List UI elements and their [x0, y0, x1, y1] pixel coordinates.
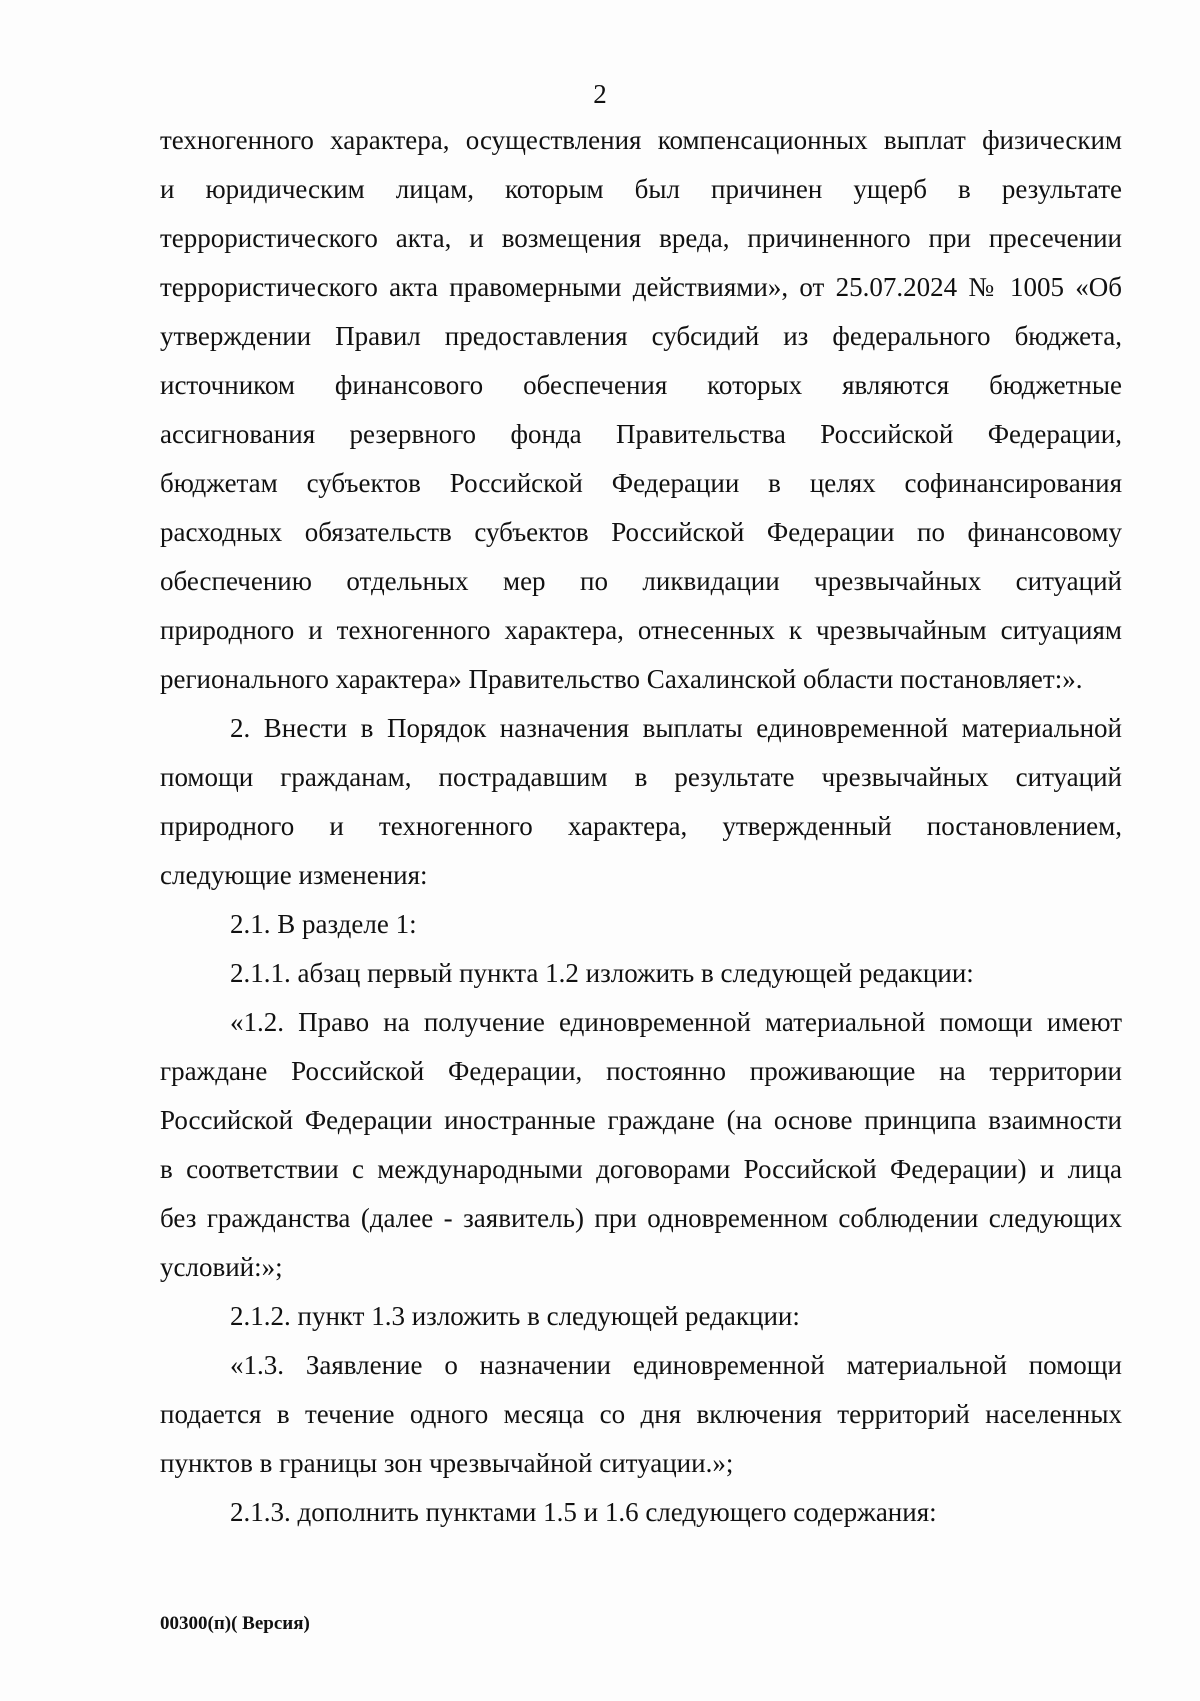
- text-line: 2.1.3. дополнить пунктами 1.5 и 1.6 следующего содержания:: [230, 1497, 937, 1527]
- text-line: ассигнования резервного фонда Правительства Российской Федерации,: [160, 419, 1122, 449]
- text-line: техногенного характера, осуществления компенсационных выплат физическим: [160, 125, 1122, 155]
- document-footer-code: 00300(п)( Версия): [160, 1613, 310, 1634]
- text-line: обеспечению отдельных мер по ликвидации чрезвычайных ситуаций: [160, 566, 1122, 596]
- text-line: подается в течение одного месяца со дня включения территорий населенных: [160, 1399, 1122, 1429]
- text-line: следующие изменения:: [160, 860, 428, 890]
- page-number: 2: [593, 79, 607, 109]
- text-line: регионального характера» Правительство Сахалинской области постановляет:».: [160, 664, 1083, 694]
- text-line: «1.3. Заявление о назначении единовременной материальной помощи: [230, 1350, 1122, 1380]
- text-line: «1.2. Право на получение единовременной материальной помощи имеют: [230, 1007, 1122, 1037]
- text-line: террористического акта правомерными действиями», от 25.07.2024 № 1005 «Об: [160, 272, 1122, 302]
- text-line: в соответствии с международными договорами Российской Федерации) и лица: [160, 1154, 1122, 1184]
- text-line: расходных обязательств субъектов Российской Федерации по финансовому: [160, 517, 1122, 547]
- text-line: утверждении Правил предоставления субсидий из федерального бюджета,: [160, 321, 1122, 351]
- text-line: и юридическим лицам, которым был причинен ущерб в результате: [160, 174, 1122, 204]
- text-line: природного и техногенного характера, утвержденный постановлением,: [160, 811, 1122, 841]
- text-line: природного и техногенного характера, отнесенных к чрезвычайным ситуациям: [160, 615, 1122, 645]
- text-line: 2.1.2. пункт 1.3 изложить в следующей редакции:: [230, 1301, 800, 1331]
- text-line: террористического акта, и возмещения вреда, причиненного при пресечении: [160, 223, 1122, 253]
- text-line: бюджетам субъектов Российской Федерации в целях софинансирования: [160, 468, 1122, 498]
- text-line: 2. Внести в Порядок назначения выплаты единовременной материальной: [230, 713, 1122, 743]
- text-line: Российской Федерации иностранные граждане (на основе принципа взаимности: [160, 1105, 1122, 1135]
- text-line: пунктов в границы зон чрезвычайной ситуации.»;: [160, 1448, 734, 1478]
- document-body: [160, 116, 1122, 1537]
- text-line: помощи гражданам, пострадавшим в результате чрезвычайных ситуаций: [160, 762, 1122, 792]
- text-line: источником финансового обеспечения которых являются бюджетные: [160, 370, 1122, 400]
- text-line: 2.1. В разделе 1:: [230, 909, 417, 939]
- text-line: условий:»;: [160, 1252, 283, 1282]
- text-line: 2.1.1. абзац первый пункта 1.2 изложить в следующей редакции:: [230, 958, 974, 988]
- text-line: граждане Российской Федерации, постоянно проживающие на территории: [160, 1056, 1122, 1086]
- text-line: без гражданства (далее - заявитель) при одновременном соблюдении следующих: [160, 1203, 1122, 1233]
